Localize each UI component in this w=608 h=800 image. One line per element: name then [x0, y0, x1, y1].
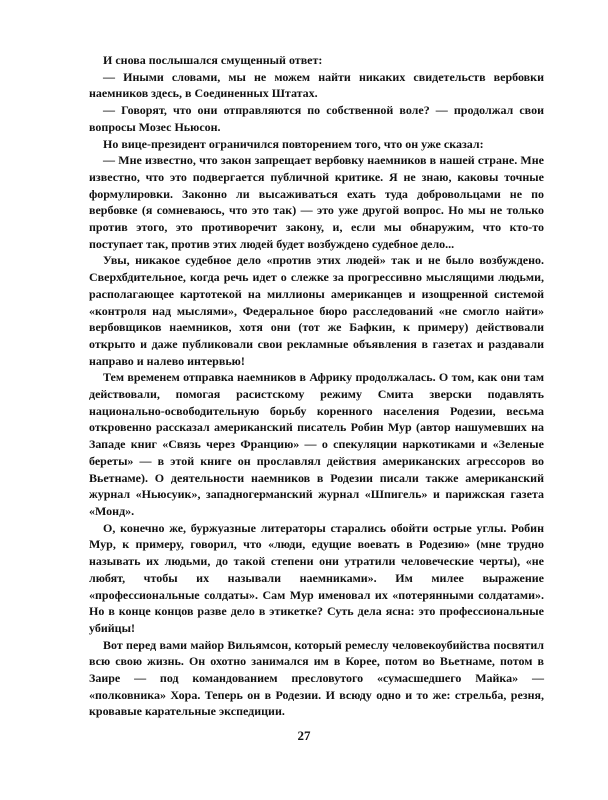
paragraph-1: И снова послышался смущенный ответ:: [103, 53, 323, 67]
paragraph-5: — Мне известно, что закон запрещает вербовку наемников в нашей стране. Мне известно, что это подвергается публичной критике. Я не знаю, каковы точные формулировки. Законно ли высаживаться ехать туда добровольцами не по вербовке (я сомневаюсь, что это так) — это уже другой вопрос. Но мы не только против этого, это противоречит закону, и, если мы обнаружим, что кто-то поступает так, против этих людей будет возбуждено судебное дело...: [89, 153, 544, 251]
paragraph-9: Вот перед вами майор Вильямсон, который ремеслу человекоубийства посвятил всю свою жизнь. Он охотно занимался им в Корее, потом во Вьетнаме, потом в Заире — под командованием пресловутого «сумасшедшего Майка» — «полковника» Хора. Теперь он в Родезии. И всюду одно и то же: стрельба, резня, кровавые карательные экспедиции.: [89, 637, 544, 719]
paragraph-3: — Говорят, что они отправляются по собственной воле? — продолжал свои вопросы Мозес Ньюсон.: [89, 103, 544, 134]
paragraph-7: Тем временем отправка наемников в Африку продолжалась. О том, как они там действовали, помогая расистскому режиму Смита зверски подавлять национально-освободительную борьбу коренного населения Родезии, весьма откровенно рассказал американский писатель Робин Мур (автор нашумевших на Западе книг «Связь через Францию» — о спекуляции наркотиками и «Зеленые береты» — в этой книге он прославлял действия американских агрессоров во Вьетнаме). О деятельности наемников в Родезии писали также американский журнал «Ньюсуик», западногерманский журнал «Шпигель» и парижская газета «Монд».: [89, 370, 544, 518]
paragraph-6: Увы, никакое судебное дело «против этих людей» так и не было возбуждено. Сверхбдительное, когда речь идет о слежке за прогрессивно мыслящими людьми, располагающее картотекой на миллионы американцев и изощренной системой «контроля над мыслями», Федеральное бюро расследований «не смогло найти» вербовщиков наемников, хотя они (тот же Бафкин, к примеру) действовали открыто и даже публиковали свои рекламные объявления в газетах и раздавали направо и налево интервью!: [89, 253, 544, 368]
page-number: 27: [297, 728, 311, 743]
paragraph-8: О, конечно же, буржуазные литераторы старались обойти острые углы. Робин Мур, к примеру, говорил, что «люди, едущие воевать в Родезию» (мне трудно называть их людьми, до такой степени они утратили человеческие черты), «не любят, чтобы их называли наемниками». Им милее выражение «профессиональные солдаты». Сам Мур именовал их «потерянными солдатами». Но в конце концов разве дело в этикетке? Суть дела ясна: это профессиональные убийцы!: [89, 520, 544, 635]
paragraph-4: Но вице-президент ограничился повторением того, что он уже сказал:: [103, 136, 484, 151]
body-text: [89, 52, 544, 720]
paragraph-2: — Иными словами, мы не можем найти никаких свидетельств вербовки наемников здесь, в Соединенных Штатах.: [89, 69, 544, 101]
